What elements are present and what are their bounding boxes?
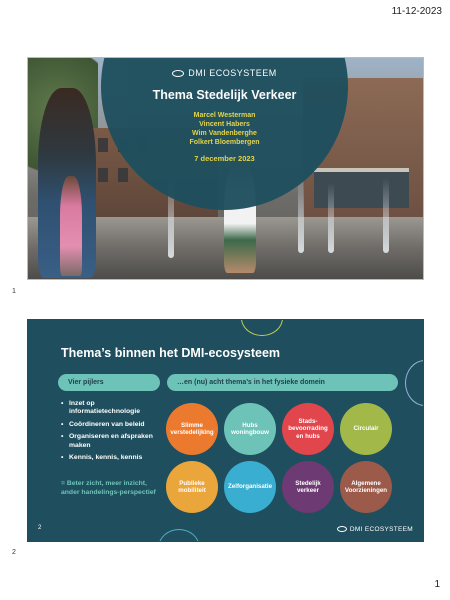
theme-circle: [224, 403, 276, 455]
slide-1-title: Thema Stedelijk Verkeer: [152, 88, 297, 102]
theme-label: Zelforganisatie: [228, 483, 273, 491]
page-number: 1: [434, 579, 440, 590]
pillars-heading: Vier pijlers: [58, 374, 160, 391]
author-list: [101, 111, 348, 147]
dmi-logo-icon: [337, 526, 347, 532]
photo-child-girl: [60, 176, 82, 276]
theme-label: Algemene Voorzieningen: [344, 479, 388, 494]
decorative-arc: [158, 529, 200, 542]
theme-label: Hubs woningbouw: [231, 421, 269, 436]
pillar-item: • Coördineren van beleid: [61, 421, 163, 429]
theme-circle: [340, 461, 392, 513]
slide-1-number: 1: [12, 288, 16, 295]
fountain-jet: [383, 178, 389, 253]
pillar-item: • Organiseren en afspraken maken: [61, 433, 163, 450]
slide-2-number: 2: [12, 549, 16, 556]
author: Vincent Habers: [199, 121, 250, 128]
slide-2-thumbnail: [27, 319, 424, 542]
pillar-list: [61, 400, 163, 466]
brand-logo: [337, 526, 413, 533]
author: Wim Vandenberghe: [192, 130, 257, 137]
theme-label: Publieke mobiliteit: [178, 479, 206, 494]
themes-heading: …en (nu) acht thema’s in het fysieke domein: [167, 374, 398, 391]
theme-label: Circulair: [353, 425, 379, 433]
slide-inner-number: 2: [38, 525, 42, 531]
presentation-date: 7 december 2023: [194, 154, 255, 163]
theme-circle: [224, 461, 276, 513]
brand-logo: [101, 68, 348, 78]
theme-circle: [282, 403, 334, 455]
slide-2-title: Thema’s binnen het DMI-ecosysteem: [61, 346, 281, 360]
theme-label: Stedelijk verkeer: [295, 479, 321, 494]
theme-label: Slimme verstedelijking: [170, 421, 214, 436]
brand-text: DMI ECOSYSTEEM: [188, 68, 277, 78]
decorative-arc: [241, 319, 283, 336]
theme-circle: [166, 403, 218, 455]
theme-circle: [340, 403, 392, 455]
author: Folkert Bloembergen: [189, 139, 260, 146]
theme-circle: [166, 461, 218, 513]
pillar-item: • Kennis, kennis, kennis: [61, 454, 163, 462]
page-date: 11-12-2023: [391, 6, 442, 17]
fountain-jet: [328, 183, 334, 253]
pillar-item: • Inzet op informatietechnologie: [61, 400, 163, 417]
dmi-logo-icon: [172, 70, 184, 77]
brand-text: DMI ECOSYSTEEM: [349, 526, 413, 533]
theme-label: Stads-bevoorrading en hubs: [288, 418, 328, 440]
conclusion-text: = Beter zicht, meer inzicht, ander handelings-perspectief: [61, 480, 156, 496]
decorative-arc: [405, 360, 424, 406]
author: Marcel Westerman: [193, 112, 256, 119]
slide-1-thumbnail: [27, 57, 424, 280]
theme-circle: [282, 461, 334, 513]
